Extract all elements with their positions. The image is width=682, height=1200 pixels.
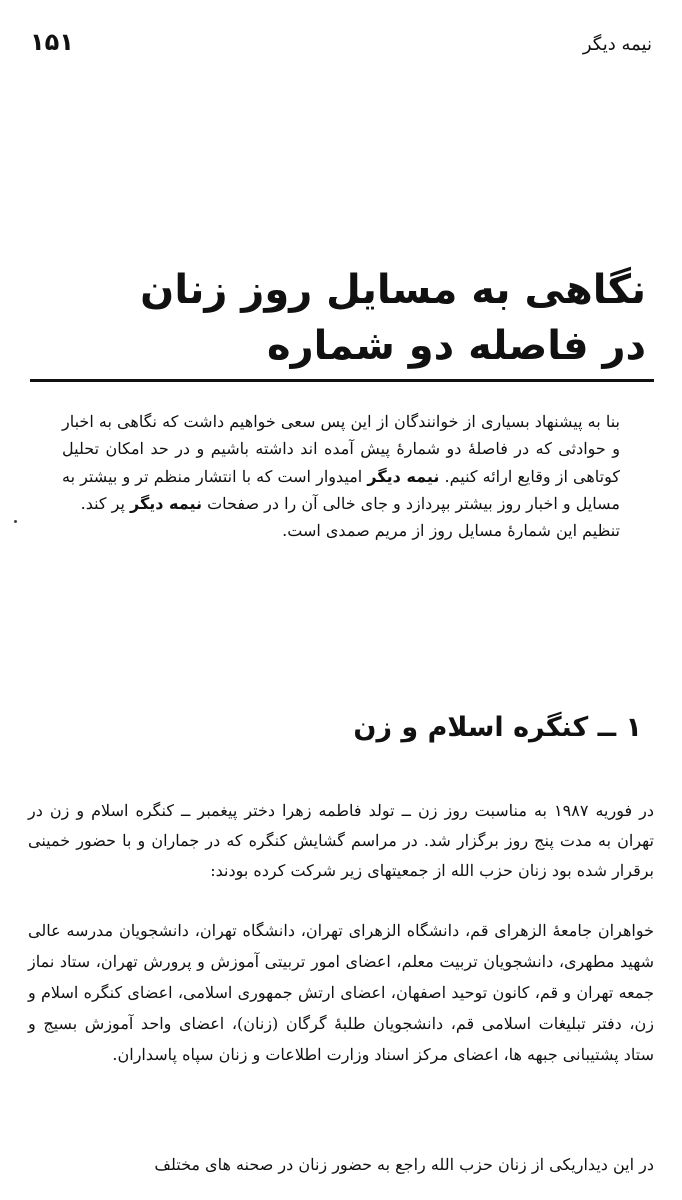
- intro-text-a: بنا به پیشنهاد بسیاری از خوانندگان از این پس سعی خواهیم داشت که نگاهی به اخبار و حوادثی که در فاصلهٔ دو شمارهٔ پیش آمده اند داشته باشیم و در حد امکان تحلیل کوتاهی از وقایع ارائه کنیم.: [62, 412, 621, 486]
- intro-bold-journal-name-2: نیمه دیگر: [130, 493, 203, 513]
- intro-text-b: امیدوار است که با انتشار منظم تر و بیشتر به مسایل و اخبار روز بیشتر بپردازد و جای خالی آن را در صفحات: [62, 466, 620, 513]
- intro-text-c: پر کند.: [80, 493, 130, 513]
- article-title-line-1: نگاهی به مسایل روز زنان: [140, 267, 646, 313]
- article-title-line-2: در فاصله دو شماره: [267, 323, 646, 369]
- section-paragraph-2: خواهران جامعهٔ الزهرای قم، دانشگاه الزهرای تهران، دانشگاه تهران، دانشجویان مدرسه عالی شهید مطهری، دانشجویان تربیت معلم، اعضای امور تربیتی آموزش و پرورش تهران، ستاد نماز جمعه تهران و قم، کانون توحید اصفهان، اعضای ارتش جمهوری اسلامی، اعضای کنگره اسلام و زن، دفتر تبلیغات اسلامی قم، دانشجویان طلبهٔ گرگان (زنان)، اعضای واحد آموزش بسیج و ستاد پشتیبانی جبهه ها، اعضای مرکز اسناد وزارت اطلاعات و زنان سپاه پاسداران.: [28, 921, 655, 1064]
- article-title: [30, 262, 646, 374]
- section-paragraph-1: در فوریه ۱۹۸۷ به مناسبت روز زن ــ تولد فاطمه زهرا دختر پیغمبر ــ کنگره اسلام و زن در تهران به مدت پنج روز برگزار شد. در مراسم گشایش کنگره که در جماران و با حضور خمینی برقرار شده بود زنان حزب الله از جمعیتهای زیر شرکت کرده بودند:: [28, 801, 654, 880]
- article-intro: [62, 408, 620, 544]
- section-heading: ۱ ــ کنگره اسلام و زن: [353, 712, 642, 743]
- intro-credit: تنظیم این شمارهٔ مسایل روز از مریم صمدی است.: [282, 521, 620, 541]
- journal-name: نیمه دیگر: [582, 34, 652, 55]
- section-paragraph-3: در این دیداریکی از زنان حزب الله راجع به حضور زنان در صحنه های مختلف: [154, 1155, 654, 1174]
- running-header: [30, 28, 652, 56]
- intro-bold-journal-name-1: نیمه دیگر: [367, 466, 440, 486]
- margin-speck: [14, 520, 17, 523]
- intro-paragraph: [62, 408, 620, 517]
- title-divider: [30, 379, 654, 382]
- page-number: ۱۵۱: [30, 28, 74, 56]
